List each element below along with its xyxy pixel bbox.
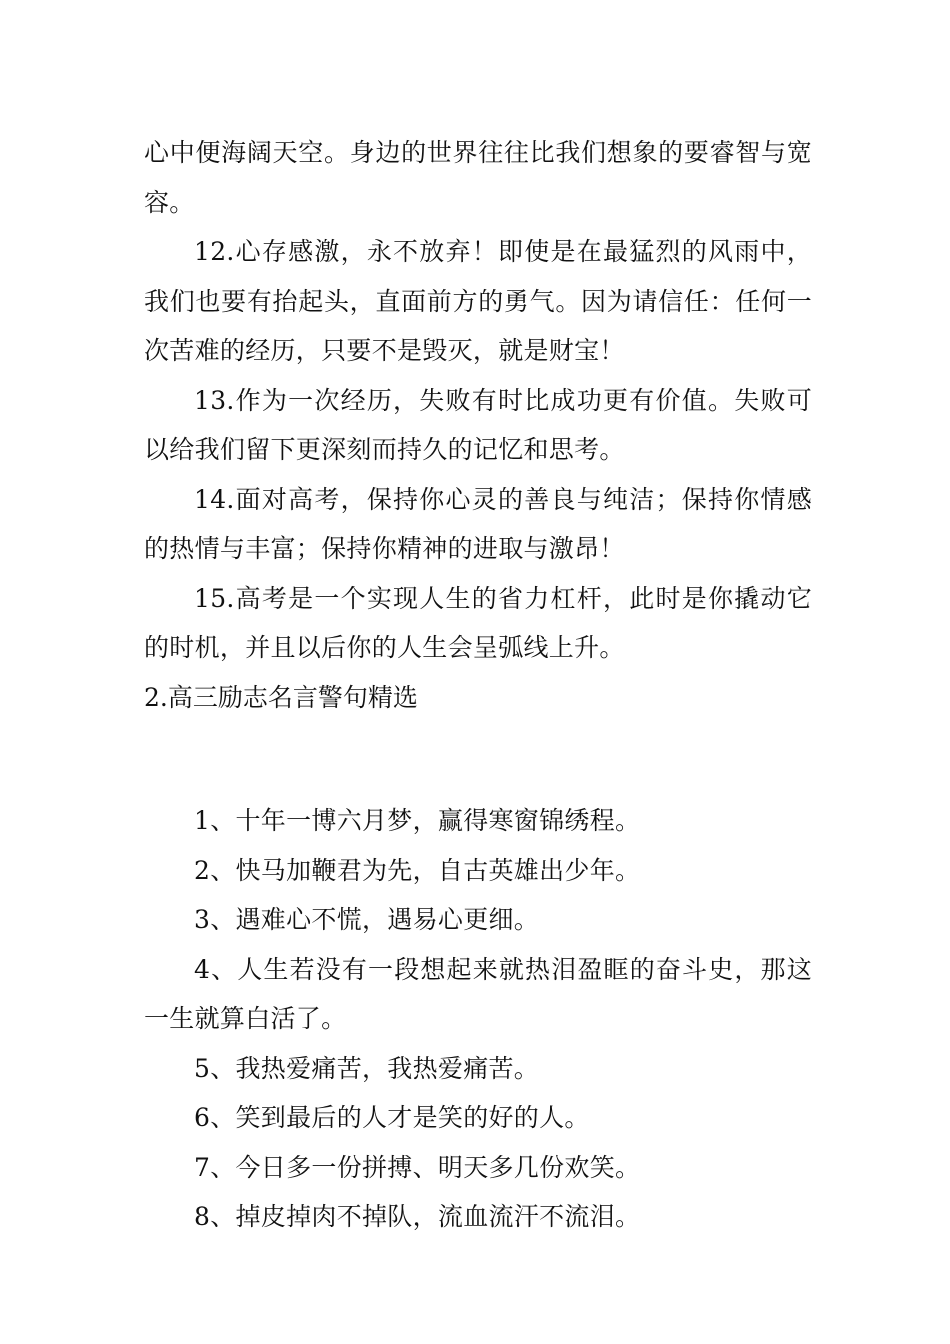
- section-spacer: [144, 722, 812, 796]
- motto-7: 7、今日多一份拼搏、明天多几份欢笑。: [194, 1152, 641, 1182]
- motto-4: 4、人生若没有一段想起来就热泪盈眶的奋斗史，那这一生就算白活了。: [144, 954, 812, 1033]
- section-heading: 2.高三励志名言警句精选: [144, 682, 418, 712]
- document-body: [144, 128, 812, 1242]
- quote-13: 13.作为一次经历，失败有时比成功更有价值。失败可以给我们留下更深刻而持久的记忆和思考。: [144, 385, 812, 464]
- motto-2: 2、快马加鞭君为先，自古英雄出少年。: [194, 855, 641, 885]
- quote-15: 15.高考是一个实现人生的省力杠杆，此时是你撬动它的时机，并且以后你的人生会呈弧线上升。: [144, 583, 812, 662]
- continuation-paragraph: 心中便海阔天空。身边的世界往往比我们想象的要睿智与宽容。: [144, 138, 812, 217]
- motto-1: 1、十年一博六月梦，赢得寒窗锦绣程。: [194, 806, 641, 835]
- motto-3: 3、遇难心不慌，遇易心更细。: [194, 905, 540, 934]
- motto-8: 8、掉皮掉肉不掉队，流血流汗不流泪。: [194, 1202, 641, 1231]
- quote-14: 14.面对高考，保持你心灵的善良与纯洁；保持你情感的热情与丰富；保持你精神的进取与激昂！: [144, 484, 812, 563]
- motto-6: 6、笑到最后的人才是笑的好的人。: [194, 1103, 590, 1132]
- motto-5: 5、我热爱痛苦，我热爱痛苦。: [194, 1053, 540, 1083]
- quote-12: 12.心存感激，永不放弃！即使是在最猛烈的风雨中，我们也要有抬起头，直面前方的勇气。因为请信任：任何一次苦难的经历，只要不是毁灭，就是财宝！: [144, 237, 812, 365]
